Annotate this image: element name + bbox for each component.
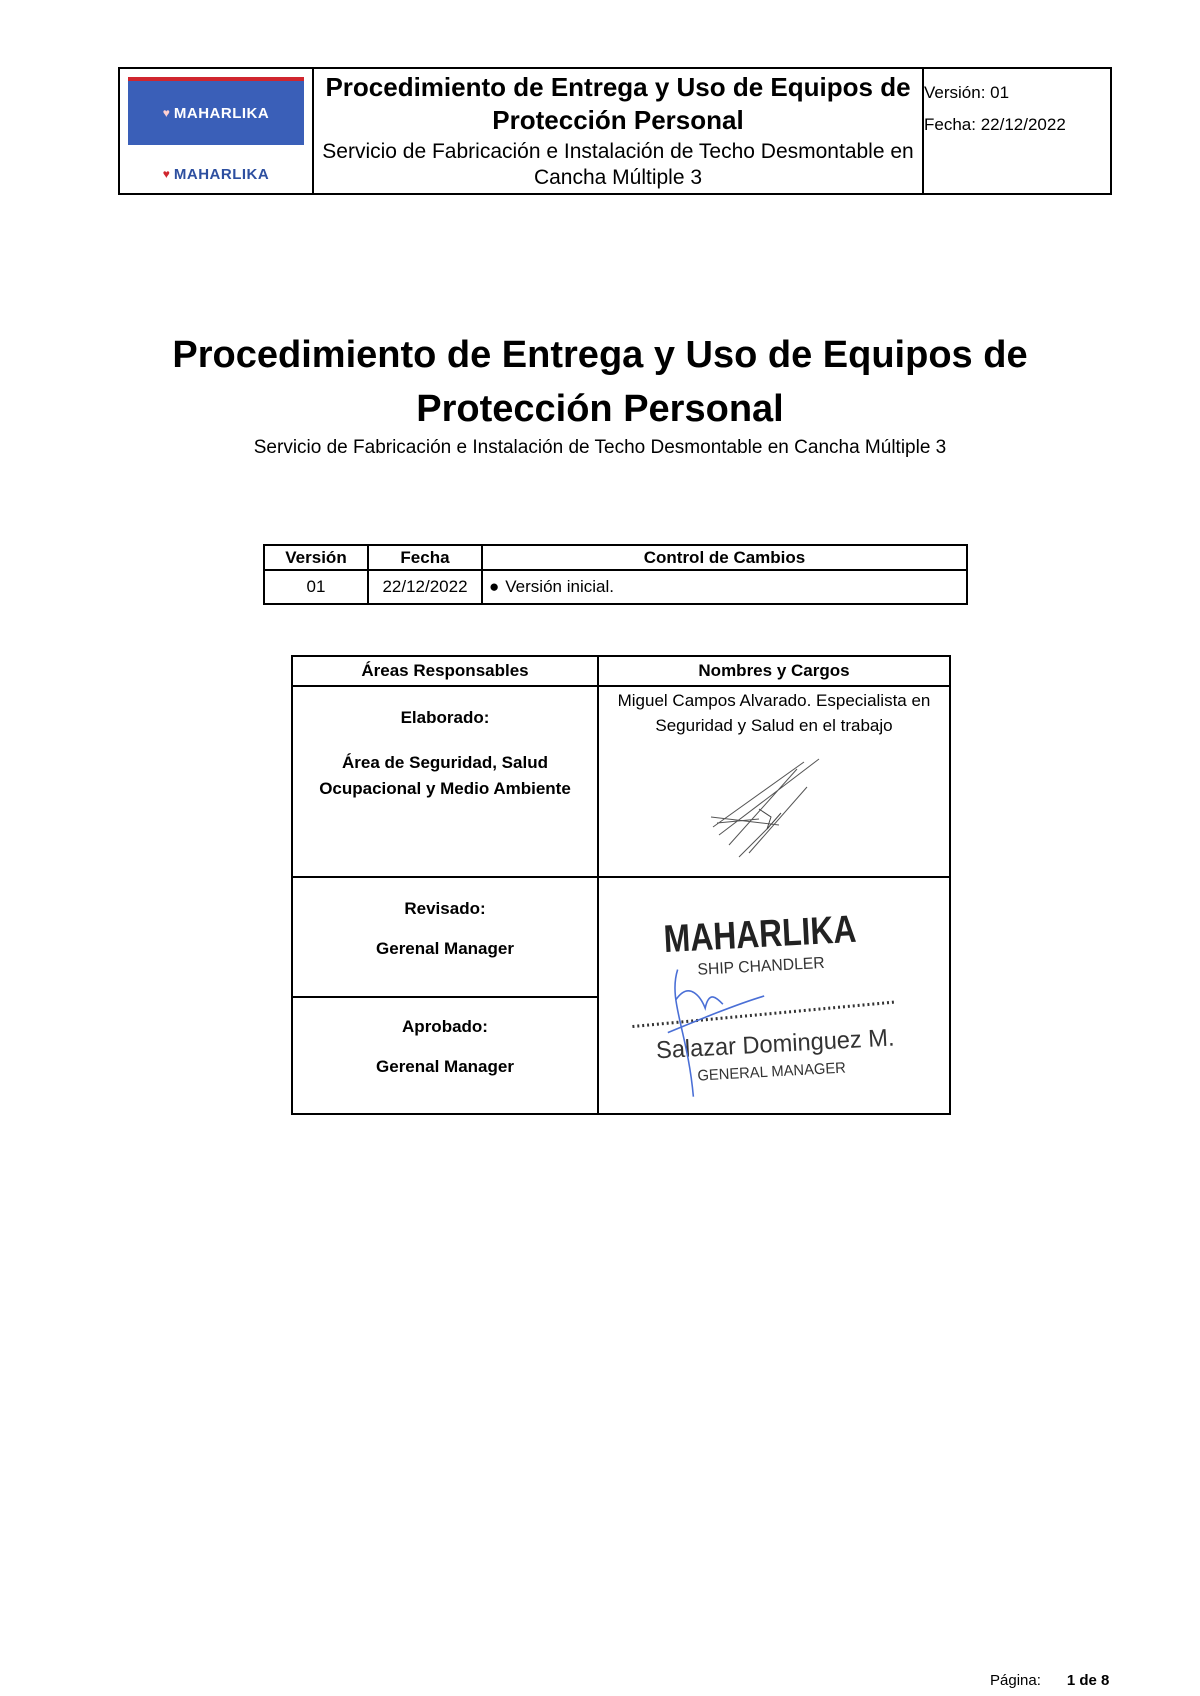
svg-text:GENERAL MANAGER: GENERAL MANAGER <box>697 1059 847 1085</box>
column-header: Áreas Responsables <box>292 656 598 686</box>
document-header <box>118 67 1112 195</box>
cambio-text: Versión inicial. <box>505 577 614 596</box>
logo-text: MAHARLIKA <box>173 104 270 122</box>
page-label: Página: <box>990 1672 1041 1689</box>
header-meta-cell <box>924 69 1110 193</box>
svg-text:MAHARLIKA: MAHARLIKA <box>662 906 891 962</box>
elaborado-person-cell <box>598 686 950 877</box>
svg-text:Salazar Dominguez M.: Salazar Dominguez M. <box>655 1024 896 1065</box>
change-control-table <box>263 544 968 605</box>
responsibles-table <box>291 655 951 1115</box>
stamp-cell <box>598 877 950 1114</box>
table-header-row <box>292 656 950 686</box>
cell-version: 01 <box>264 570 368 604</box>
signature-image <box>709 757 829 872</box>
cell-fecha: 22/12/2022 <box>368 570 482 604</box>
aprobado-label: Aprobado: <box>402 1017 488 1036</box>
elaborado-cell <box>292 686 598 877</box>
table-row <box>264 570 967 604</box>
revisado-label: Revisado: <box>404 899 486 918</box>
table-header-row <box>264 545 967 570</box>
page-footer <box>990 1672 1109 1689</box>
aprobado-cell <box>292 997 598 1114</box>
page-subtitle: Servicio de Fabricación e Instalación de Techo Desmontable en Cancha Múltiple 3 <box>253 437 947 458</box>
revisado-cell <box>292 877 598 997</box>
elaborado-label: Elaborado: <box>400 708 490 727</box>
column-header: Nombres y Cargos <box>598 656 950 686</box>
company-logo <box>128 159 304 189</box>
page-title: Procedimiento de Entrega y Uso de Equipos de Protección Personal <box>172 334 1028 430</box>
svg-text:SHIP CHANDLER: SHIP CHANDLER <box>697 954 826 979</box>
aprobado-role: Gerenal Manager <box>376 1057 514 1076</box>
column-header: Versión <box>264 545 368 570</box>
header-subtitle: Servicio de Fabricación e Instalación de Techo Desmontable en Cancha Múltiple 3 <box>322 140 914 189</box>
company-stamp-image <box>599 878 949 1113</box>
column-header: Control de Cambios <box>482 545 967 570</box>
table-row <box>292 686 950 877</box>
page-number: 1 de 8 <box>1066 1672 1110 1689</box>
elaborado-area: Área de Seguridad, Salud Ocupacional y Medio Ambiente <box>319 753 571 798</box>
logo-mark-icon: ♥ <box>162 106 170 120</box>
bullet-icon: ● <box>489 577 500 596</box>
header-title-cell <box>314 69 924 193</box>
elaborado-person: Miguel Campos Alvarado. Especialista en Seguridad y Salud en el trabajo <box>617 691 931 735</box>
revisado-role: Gerenal Manager <box>376 939 514 958</box>
table-row <box>292 877 950 997</box>
column-header: Fecha <box>368 545 482 570</box>
header-date: Fecha: 22/12/2022 <box>924 115 1066 134</box>
logo-cell <box>120 69 314 193</box>
logo-text: MAHARLIKA <box>173 165 270 183</box>
logo-mark-icon: ♥ <box>162 167 170 181</box>
header-title: Procedimiento de Entrega y Uso de Equipos de Protección Personal <box>325 72 911 135</box>
header-version: Versión: 01 <box>924 83 1010 102</box>
company-logo-banner <box>128 77 304 145</box>
cell-cambio <box>482 570 967 604</box>
